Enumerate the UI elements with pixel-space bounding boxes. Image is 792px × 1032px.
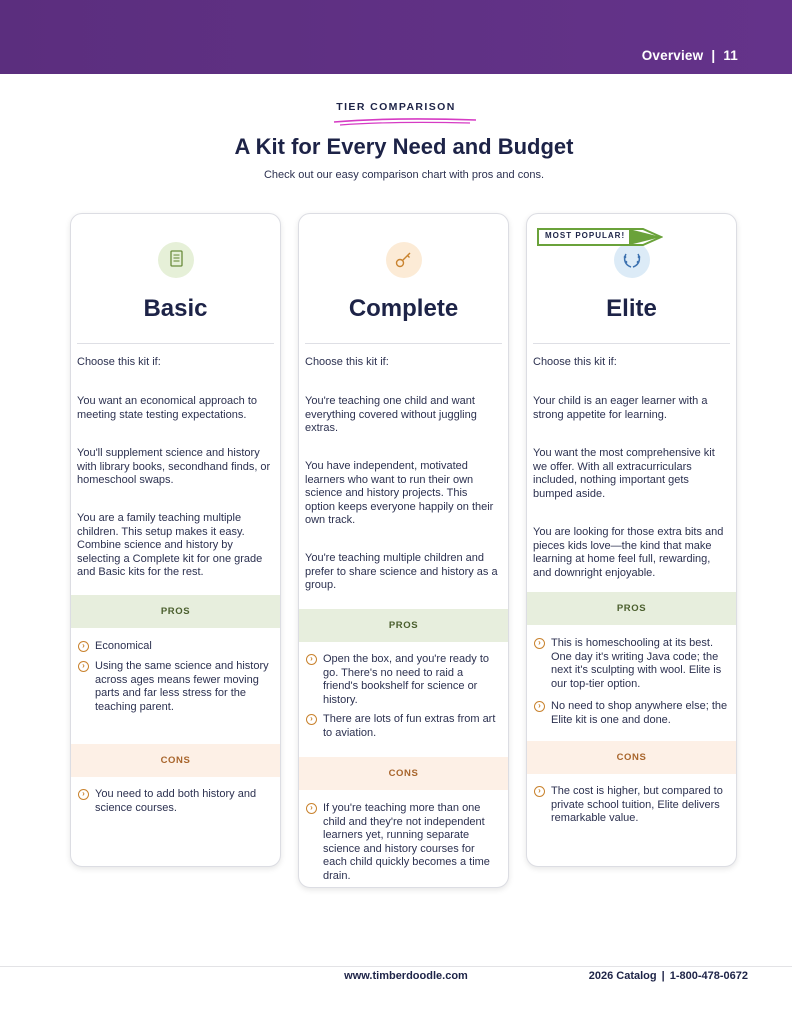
choose-label: Choose this kit if: [305, 356, 389, 368]
tier-name: Elite [606, 295, 657, 322]
phone-number[interactable]: 1-800-478-0672 [669, 970, 748, 982]
con-text: The cost is higher, but compared to private school tuition, Elite delivers remarkable value. [551, 785, 723, 824]
reason-item: You are looking for those extra bits and pieces kids love—the kind that make learning at home feel full, rewarding, and downright enjoyable. [533, 526, 724, 579]
pro-text: This is homeschooling at its best. One day it's writing Java code; the next it's sculpting with wool. Elite is our top-tier option. [551, 637, 722, 690]
catalog-label: 2026 Catalog [588, 970, 657, 982]
page-title: A Kit for Every Need and Budget [234, 134, 574, 159]
pro-text: No need to shop anywhere else; the Elite kit is one and done. [551, 700, 728, 726]
pro-text: There are lots of fun extras from art to aviation. [323, 713, 496, 739]
header-bar [0, 0, 792, 74]
pros-band: PROS [527, 592, 736, 625]
con-text: If you're teaching more than one child and they're not independent learners yet, running separate science and history courses for each child quickly becomes a time drain. [323, 802, 490, 882]
pros-band: PROS [299, 609, 508, 642]
con-text: You need to add both history and science courses. [95, 788, 257, 814]
most-popular-badge [537, 228, 663, 246]
pro-item [78, 640, 272, 654]
key-icon [386, 242, 422, 278]
pro-item [78, 660, 272, 714]
page-subtitle: Check out our easy comparison chart with pros and cons. [263, 169, 545, 181]
tier-card-elite [526, 213, 737, 867]
reason-item: You have independent, motivated learners who want to run their own science and history projects. This option keeps everyone happily on their own track. [305, 460, 494, 526]
arrow-circle-icon: › [534, 786, 545, 797]
tier-name: Complete [348, 295, 459, 322]
page-number: 11 [723, 48, 738, 63]
footer-info [589, 970, 748, 982]
pros-band: PROS [71, 595, 280, 628]
con-item [78, 788, 272, 815]
pro-item [534, 637, 728, 691]
arrow-circle-icon: › [78, 661, 89, 672]
cons-band: CONS [527, 741, 736, 774]
reason-item: You want the most comprehensive kit we offer. With all extracurriculars included, nothing important gets bumped aside. [533, 447, 715, 500]
con-item [534, 785, 728, 826]
header-separator: | [711, 48, 716, 63]
tier-card-complete [298, 213, 509, 888]
footer-divider [0, 966, 792, 967]
header-section [642, 48, 738, 63]
choose-label: Choose this kit if: [533, 356, 617, 368]
arrow-circle-icon: › [306, 654, 317, 665]
divider [305, 343, 502, 344]
divider [77, 343, 274, 344]
con-item [306, 802, 500, 883]
pro-item [306, 713, 500, 740]
pro-item [306, 653, 500, 707]
choose-label: Choose this kit if: [77, 356, 161, 368]
footer-separator: | [661, 970, 665, 982]
eyebrow-label: TIER COMPARISON [336, 101, 456, 113]
cons-band: CONS [71, 744, 280, 777]
arrow-circle-icon: › [534, 701, 545, 712]
pro-text: Economical [95, 640, 152, 652]
cons-band: CONS [299, 757, 508, 790]
tier-card-basic [70, 213, 281, 867]
pro-item [534, 700, 728, 727]
reason-item: You're teaching one child and want everything covered without juggling extras. [305, 395, 477, 434]
divider [533, 343, 730, 344]
arrow-circle-icon: › [534, 638, 545, 649]
reason-item: You're teaching multiple children and prefer to share science and history as a group. [305, 552, 498, 591]
arrow-circle-icon: › [306, 714, 317, 725]
reason-item: You want an economical approach to meeting state testing expectations. [77, 395, 257, 421]
arrow-circle-icon: › [78, 789, 89, 800]
reason-item: Your child is an eager learner with a strong appetite for learning. [533, 395, 708, 421]
reason-item: You are a family teaching multiple children. This setup makes it easy. Combine science and history by selecting a Complete kit for one grade and Basic kits for the rest. [77, 512, 263, 578]
laurel-icon [614, 242, 650, 278]
arrow-circle-icon: › [78, 641, 89, 652]
pro-text: Using the same science and history across ages means fewer moving parts and far less stress for the teaching parent. [95, 660, 269, 713]
section-title: Overview [641, 48, 704, 63]
footer-website[interactable]: www.timberdoodle.com [344, 970, 468, 982]
tier-name: Basic [143, 295, 208, 322]
arrow-circle-icon: › [306, 803, 317, 814]
badge-label: MOST POPULAR! [545, 231, 626, 240]
pro-text: Open the box, and you're ready to go. There's no need to raid a friend's bookshelf for science or history. [323, 653, 489, 706]
reason-item: You'll supplement science and history with library books, secondhand finds, or homeschool swaps. [77, 447, 271, 486]
checklist-icon [158, 242, 194, 278]
scribble-underline-icon [330, 116, 480, 128]
